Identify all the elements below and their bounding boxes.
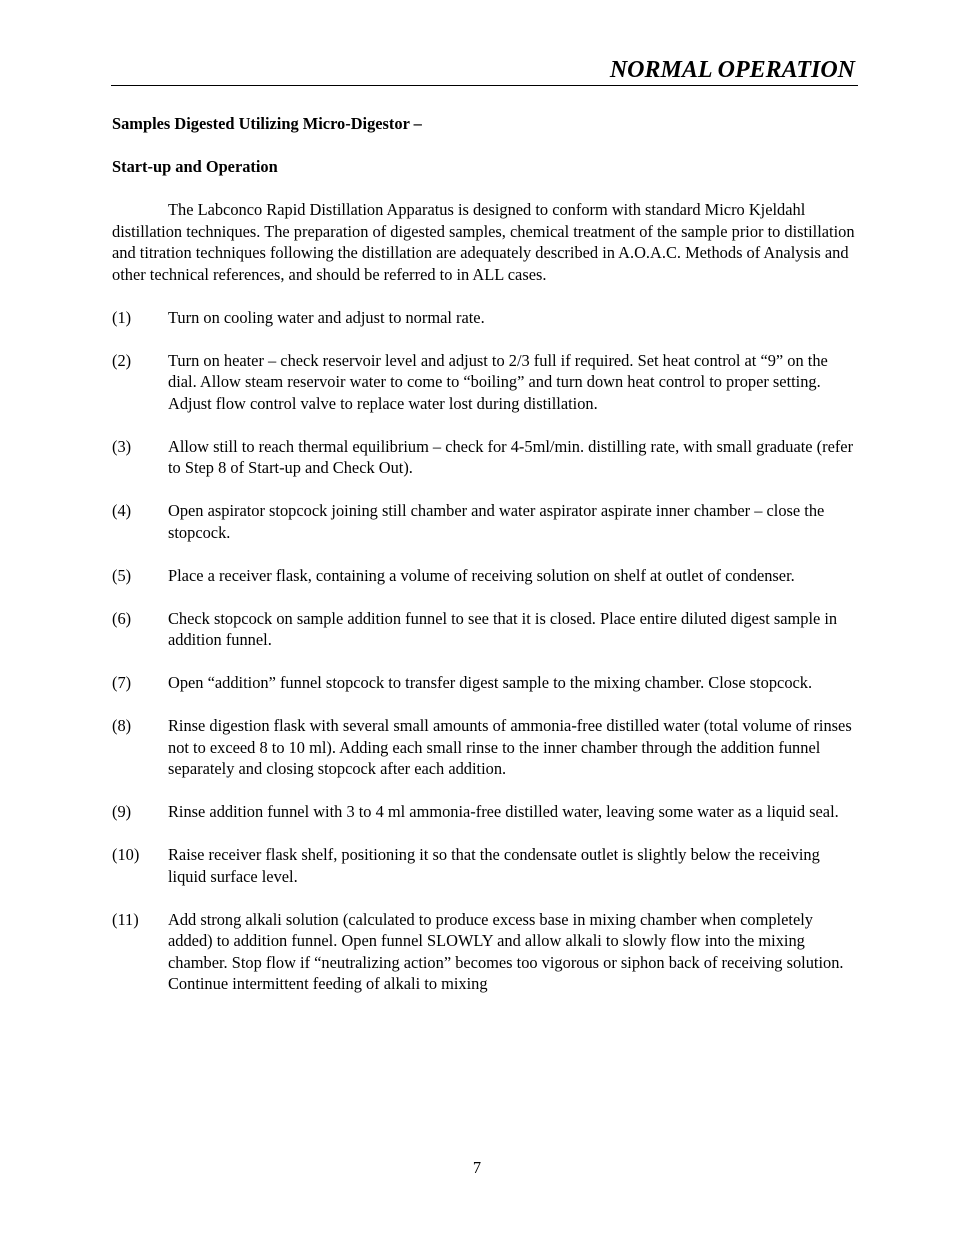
step-text: Rinse digestion flask with several small amounts of ammonia-free distilled water (total volume of rinses not to exceed 8 to 10 ml). Adding each small rinse to the inner chamber through the addition funnel separately and closing stopcock after each addition. [168, 716, 852, 778]
step-text: Rinse addition funnel with 3 to 4 ml ammonia-free distilled water, leaving some water as a liquid seal. [168, 802, 839, 821]
step-item [112, 608, 860, 651]
page-title: NORMAL OPERATION [609, 57, 855, 83]
step-number: (4) [112, 501, 132, 520]
step-text: Allow still to reach thermal equilibrium – check for 4-5ml/min. distilling rate, with small graduate (refer to Step 8 of Start-up and Check Out). [168, 436, 854, 477]
spacer [112, 178, 860, 200]
step-number: (2) [112, 350, 132, 370]
step-number: (3) [112, 436, 132, 456]
step-number: (10) [112, 845, 140, 864]
spacer [112, 479, 860, 501]
step-item [112, 436, 860, 479]
step-item [112, 350, 860, 415]
spacer [112, 694, 860, 716]
step-number: (8) [112, 716, 132, 735]
step-number: (5) [112, 565, 132, 585]
step-item [112, 500, 860, 543]
spacer [112, 586, 860, 608]
step-number: (11) [112, 909, 139, 929]
step-text: Add strong alkali solution (calculated to produce excess base in mixing chamber when completely added) to addition funnel. Open funnel SLOWLY and allow alkali to slowly flow into the mixing chamber. Stop flow if “neutralizing action” becomes too vigorous or siphon back of receiving solution. Continue intermittent feeding of alkali to mixing [168, 909, 844, 993]
step-item [112, 672, 860, 694]
step-item [112, 307, 860, 329]
spacer [112, 780, 860, 802]
spacer [112, 651, 860, 673]
page-number: 7 [472, 1158, 482, 1177]
step-text: Open “addition” funnel stopcock to transfer digest sample to the mixing chamber. Close stopcock. [168, 673, 813, 692]
step-text: Open aspirator stopcock joining still chamber and water aspirator aspirate inner chamber – close the stopcock. [168, 501, 825, 542]
spacer [112, 328, 860, 350]
step-item [112, 801, 860, 823]
spacer [112, 285, 860, 307]
spacer [112, 887, 860, 909]
section-subheading: Start-up and Operation [112, 157, 278, 176]
step-text: Turn on heater – check reservoir level and adjust to 2/3 full if required. Set heat control at “9” on the dial. Allow steam reservoir water to come to “boiling” and turn down heat control to proper setting. Adjust flow control valve to replace water lost during distillation. [168, 350, 828, 413]
step-text: Check stopcock on sample addition funnel to see that it is closed. Place entire diluted digest sample in addition funnel. [168, 608, 838, 649]
section-heading: Samples Digested Utilizing Micro-Digestor – [112, 114, 422, 133]
step-item [112, 565, 860, 587]
intro-paragraph: The Labconco Rapid Distillation Apparatus is designed to conform with standard Micro Kjeldahl distillation techniques. The preparation of digested samples, chemical treatment of the sample prior to distillation and titration techniques following the distillation are adequately described in A.O.A.C. Methods of Analysis and other technical references, and should be referred to in ALL cases. [112, 200, 855, 284]
step-text: Place a receiver flask, containing a volume of receiving solution on shelf at outlet of condenser. [168, 565, 795, 585]
step-item [112, 909, 860, 995]
step-text: Turn on cooling water and adjust to normal rate. [168, 307, 485, 327]
step-item [112, 715, 860, 780]
spacer [112, 135, 860, 157]
header-divider [111, 85, 858, 86]
step-text: Raise receiver flask shelf, positioning it so that the condensate outlet is slightly below the receiving liquid surface level. [168, 845, 820, 886]
spacer [112, 823, 860, 845]
step-number: (1) [112, 307, 132, 327]
page-content [112, 113, 860, 995]
step-number: (6) [112, 608, 132, 628]
step-number: (7) [112, 673, 132, 692]
spacer [112, 414, 860, 436]
spacer [112, 543, 860, 565]
step-number: (9) [112, 802, 132, 821]
step-item [112, 844, 860, 887]
